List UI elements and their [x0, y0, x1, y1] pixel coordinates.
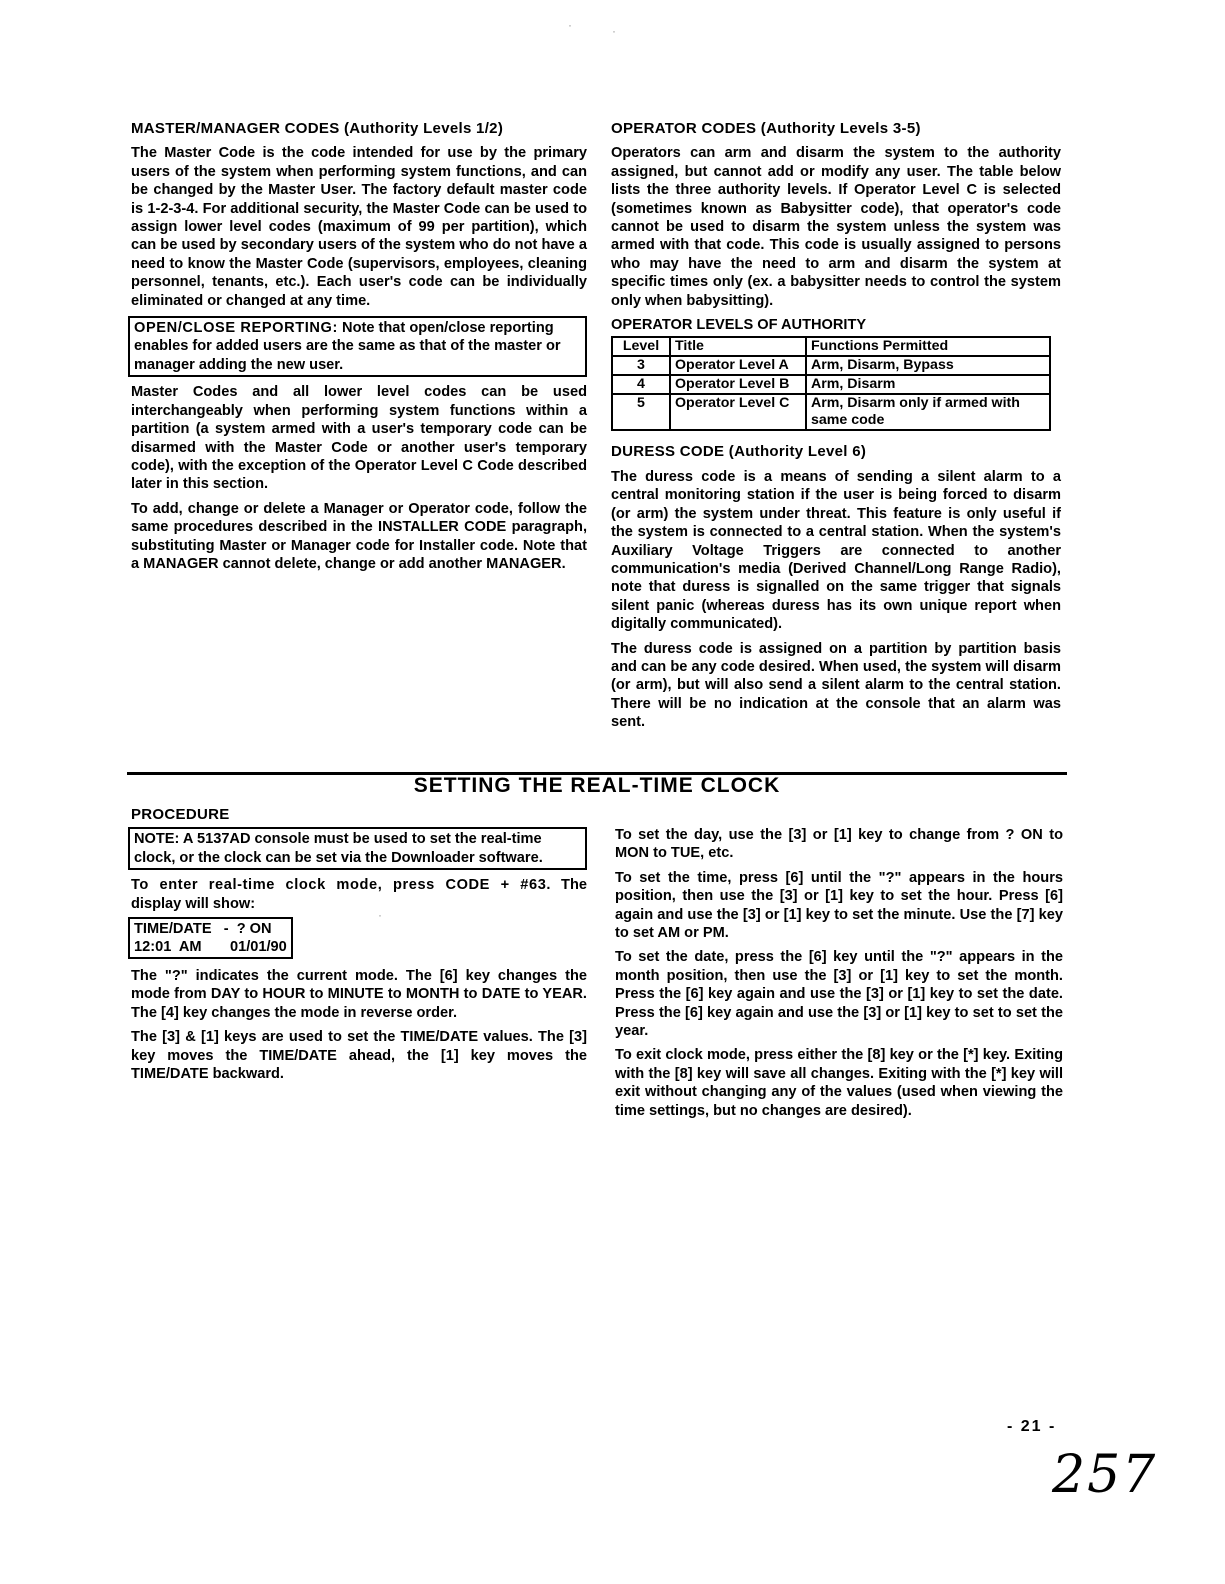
left-column [131, 120, 587, 579]
enter-clock-mode-text [131, 876, 587, 913]
table-cell-functions: Arm, Disarm, Bypass [806, 356, 1050, 375]
master-codes-paragraph-3: To add, change or delete a Manager or Operator code, follow the same procedures described in the INSTALLER CODE paragraph, substituting Master or Manager code for Installer code. Note that a MANAGER cannot delete, change or add another MANAGER. [131, 500, 587, 572]
page-number: - 21 - [1007, 1418, 1057, 1435]
master-codes-paragraph-1: The Master Code is the code intended for use by the primary users of the system when performing system functions, and can be changed by the Master User. The factory default master code is 1-2-3-4. For additional security, the Master Code can be used to assign lower level codes (maximum of 99 per partition), which can be used by secondary users of the system who do not have a need to know the Master Code (supervisors, employees, cleaning personnel, tenants, etc.). Each user's code can be individually eliminated or changed at any time. [131, 145, 587, 309]
table-header-title: Title [670, 337, 806, 356]
console-display [128, 917, 293, 959]
right-column [611, 120, 1061, 738]
handwritten-page-annotation: 257 [1052, 1445, 1158, 1505]
scan-speck: · [568, 18, 572, 32]
clock-left-column [131, 806, 587, 1089]
enter-clock-mode-lead: To enter real-time clock mode, press CODE + #63. [131, 877, 552, 894]
table-cell-level: 4 [612, 375, 670, 394]
duress-code-paragraph-1: The duress code is a means of sending a silent alarm to a central monitoring station if the user is being forced to disarm (or arm) the system under threat. This feature is only useful if the system is connected to a central station. When the system's Auxiliary Voltage Triggers are connected to another communication's media (Derived Channel/Long Range Radio), note that duress is signalled on the same trigger that signals silent panic (whereas duress has its own unique report when digitally communicated). [611, 468, 1061, 633]
scan-speck: · [378, 908, 382, 922]
operator-codes-heading: OPERATOR CODES (Authority Levels 3-5) [611, 120, 921, 137]
display-line-1: TIME/DATE - ? ON [134, 921, 272, 938]
table-cell-functions: Arm, Disarm only if armed with same code [806, 394, 1050, 430]
table-row [612, 375, 1050, 394]
scan-speck: · [612, 24, 616, 38]
procedure-heading: PROCEDURE [131, 806, 230, 823]
table-cell-level: 3 [612, 356, 670, 375]
section-title: SETTING THE REAL-TIME CLOCK [413, 774, 781, 797]
keys-paragraph: The [3] & [1] keys are used to set the TIME/DATE values. The [3] key moves the TIME/DATE ahead, the [1] key moves the TIME/DATE backward. [131, 1029, 587, 1083]
master-codes-paragraph-2: Master Codes and all lower level codes can be used interchangeably when performing system functions within a partition (a system armed with a user's temporary code can be disarmed with the Master Code or another user's temporary code), with the exception of the Operator Level C Code described later in this section. [131, 384, 587, 493]
set-day-paragraph: To set the day, use the [3] or [1] key to change from ? ON to MON to TUE, etc. [615, 827, 1063, 862]
note-label: OPEN/CLOSE REPORTING: [134, 320, 338, 337]
operator-codes-paragraph: Operators can arm and disarm the system to the authority assigned, but cannot add or modify any user. The table below lists the three authority levels. If Operator Level C is selected (sometimes known as Babysitter code), that operator's code cannot be used to disarm the system unless the system was armed with that code. This code is usually assigned to persons who may have the need to arm and disarm the system at specific times only (ex. a babysitter needs to control the system only when babysitting). [611, 145, 1061, 309]
note-text: Note that open/close reporting enables for added users are the same as that of the master or manager adding the new user. [134, 320, 561, 373]
set-date-paragraph: To set the date, press the [6] key until the "?" appears in the month position, then use the [3] or [1] key to set the month. Press the [6] key again and use the [3] or [1] key to set the date. Press the [6] key again and use the [3] or [1] key to set to set the year. [615, 949, 1063, 1040]
duress-code-paragraph-2: The duress code is assigned on a partition by partition basis and can be any code desired. When used, the system will disarm (or arm), but will also send a silent alarm to the central station. There will be no indication at the console that an alarm was sent. [611, 640, 1061, 731]
master-codes-heading: MASTER/MANAGER CODES (Authority Levels 1/2) [131, 120, 504, 137]
operator-table-caption: OPERATOR LEVELS OF AUTHORITY [611, 317, 867, 334]
table-header-level: Level [612, 337, 670, 356]
mode-indicator-paragraph: The "?" indicates the current mode. The [6] key changes the mode from DAY to HOUR to MINUTE to MONTH to DATE to YEAR. The [4] key changes the mode in reverse order. [131, 968, 587, 1021]
duress-code-heading: DURESS CODE (Authority Level 6) [611, 443, 867, 461]
table-cell-title: Operator Level A [670, 356, 806, 375]
display-line-2: 12:01 AM 01/01/90 [134, 939, 287, 956]
table-cell-title: Operator Level B [670, 375, 806, 394]
table-cell-title: Operator Level C [670, 394, 806, 430]
operator-levels-table [611, 336, 1051, 431]
table-row [612, 394, 1050, 430]
clock-right-column [615, 826, 1063, 1126]
enter-clock-mode-tail: The display will show: [131, 877, 587, 912]
open-close-reporting-note [128, 316, 587, 377]
table-header-functions: Functions Permitted [806, 337, 1050, 356]
table-header-row [612, 337, 1050, 356]
exit-clock-paragraph: To exit clock mode, press either the [8] key or the [*] key. Exiting with the [8] key will save all changes. Exiting with the [*] key will exit without changing any of the values (used when viewing the time settings, but no changes are desired). [615, 1047, 1063, 1119]
table-cell-level: 5 [612, 394, 670, 430]
set-time-paragraph: To set the time, press [6] until the "?" appears in the hours position, then use the [3] or [1] key to set the hour. Press [6] again and use the [3] or [1] key to set the minute. Use the [7] key to set AM or PM. [615, 869, 1063, 942]
table-cell-functions: Arm, Disarm [806, 375, 1050, 394]
table-row [612, 356, 1050, 375]
console-note: NOTE: A 5137AD console must be used to set the real-time clock, or the clock can be set via the Downloader software. [128, 827, 587, 870]
